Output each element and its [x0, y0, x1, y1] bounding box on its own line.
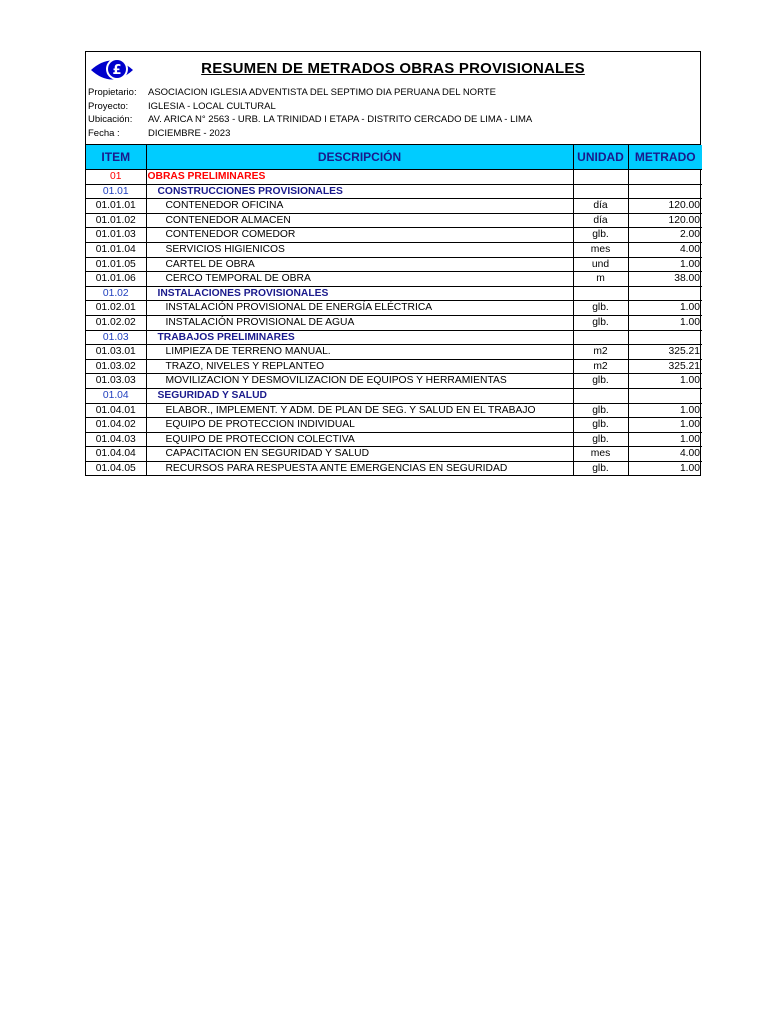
description-cell: INSTALACIÓN PROVISIONAL DE ENERGÍA ELÉCTRICA	[146, 301, 573, 316]
item-cell: 01.01	[86, 184, 146, 199]
item-cell: 01.03.03	[86, 374, 146, 389]
quantity-cell: 1.00	[628, 432, 702, 447]
quantity-cell	[628, 330, 702, 345]
quantity-cell: 4.00	[628, 242, 702, 257]
table-row	[86, 447, 702, 462]
location-label: Ubicación:	[88, 114, 133, 125]
unit-cell	[573, 170, 628, 185]
quantity-cell	[628, 184, 702, 199]
unit-cell: glb.	[573, 315, 628, 330]
location-value: AV. ARICA N° 2563 - URB. LA TRINIDAD I ETAPA - DISTRITO CERCADO DE LIMA - LIMA	[148, 114, 533, 125]
table-row	[86, 242, 702, 257]
unit-cell: glb.	[573, 403, 628, 418]
quantity-cell	[628, 170, 702, 185]
quantity-cell	[628, 286, 702, 301]
column-header-quantity: METRADO	[628, 145, 702, 170]
description-cell: INSTALACIONES PROVISIONALES	[146, 286, 573, 301]
table-row	[86, 359, 702, 374]
unit-cell	[573, 184, 628, 199]
quantity-cell: 1.00	[628, 403, 702, 418]
table-row	[86, 301, 702, 316]
quantity-cell: 1.00	[628, 315, 702, 330]
unit-cell	[573, 286, 628, 301]
owner-row	[88, 86, 496, 100]
project-row	[88, 100, 276, 114]
item-cell: 01.01.06	[86, 272, 146, 287]
table-row	[86, 272, 702, 287]
date-label: Fecha :	[88, 127, 120, 139]
unit-cell: día	[573, 199, 628, 214]
item-cell: 01.04.04	[86, 447, 146, 462]
item-cell: 01.02.02	[86, 315, 146, 330]
quantity-cell: 1.00	[628, 257, 702, 272]
column-header-description: DESCRIPCIÓN	[146, 145, 573, 170]
description-cell: EQUIPO DE PROTECCION INDIVIDUAL	[146, 418, 573, 433]
quantity-cell: 325.21	[628, 359, 702, 374]
unit-cell: mes	[573, 447, 628, 462]
table-row	[86, 199, 702, 214]
item-cell: 01.04.01	[86, 403, 146, 418]
unit-cell: m2	[573, 359, 628, 374]
quantity-cell: 1.00	[628, 374, 702, 389]
description-cell: RECURSOS PARA RESPUESTA ANTE EMERGENCIAS EN SEGURIDAD	[146, 461, 573, 475]
quantity-cell: 1.00	[628, 301, 702, 316]
quantity-cell: 325.21	[628, 345, 702, 360]
table-row	[86, 213, 702, 228]
item-cell: 01.03.02	[86, 359, 146, 374]
table-row	[86, 374, 702, 389]
project-label: Proyecto:	[88, 100, 129, 112]
quantity-cell: 38.00	[628, 272, 702, 287]
description-cell: INSTALACIÓN PROVISIONAL DE AGUA	[146, 315, 573, 330]
quantity-cell: 120.00	[628, 213, 702, 228]
column-header-item: ITEM	[86, 145, 146, 170]
table-row	[86, 257, 702, 272]
quantity-cell: 4.00	[628, 447, 702, 462]
item-cell: 01.03	[86, 330, 146, 345]
document-header	[86, 52, 700, 145]
svg-text:£: £	[112, 63, 122, 78]
location-row	[88, 113, 532, 127]
unit-cell: glb.	[573, 374, 628, 389]
description-cell: EQUIPO DE PROTECCION COLECTIVA	[146, 432, 573, 447]
item-cell: 01.04.03	[86, 432, 146, 447]
unit-cell: m2	[573, 345, 628, 360]
description-cell: OBRAS PRELIMINARES	[146, 170, 573, 185]
quantity-cell: 1.00	[628, 418, 702, 433]
quantity-cell	[628, 388, 702, 403]
item-cell: 01.01.05	[86, 257, 146, 272]
item-cell: 01.02.01	[86, 301, 146, 316]
unit-cell: glb.	[573, 301, 628, 316]
section-header-row	[86, 170, 702, 185]
unit-cell: glb.	[573, 418, 628, 433]
description-cell: SEGURIDAD Y SALUD	[146, 388, 573, 403]
owner-value: ASOCIACION IGLESIA ADVENTISTA DEL SEPTIMO DIA PERUANA DEL NORTE	[148, 87, 496, 98]
item-cell: 01.04.05	[86, 461, 146, 475]
description-cell: CARTEL DE OBRA	[146, 257, 573, 272]
quantity-cell: 120.00	[628, 199, 702, 214]
unit-cell: glb.	[573, 432, 628, 447]
quantity-cell: 1.00	[679, 462, 700, 474]
metrados-sheet	[85, 51, 701, 476]
description-cell: SERVICIOS HIGIENICOS	[146, 242, 573, 257]
unit-cell: mes	[573, 242, 628, 257]
owner-label: Propietario:	[88, 87, 137, 98]
table-row	[86, 461, 702, 475]
description-cell: CAPACITACION EN SEGURIDAD Y SALUD	[146, 447, 573, 462]
unit-cell: día	[573, 213, 628, 228]
description-cell: TRAZO, NIVELES Y REPLANTEO	[146, 359, 573, 374]
table-row	[86, 315, 702, 330]
item-cell: 01.01.04	[86, 242, 146, 257]
table-row	[86, 403, 702, 418]
item-cell: 01.01.02	[86, 213, 146, 228]
table-header-row	[86, 145, 702, 170]
section-header-row	[86, 286, 702, 301]
table-row	[86, 418, 702, 433]
project-value: IGLESIA - LOCAL CULTURAL	[148, 100, 276, 112]
description-cell: CERCO TEMPORAL DE OBRA	[146, 272, 573, 287]
table-row	[86, 432, 702, 447]
unit-cell: m	[573, 272, 628, 287]
item-cell: 01.04	[86, 388, 146, 403]
description-cell: CONSTRUCCIONES PROVISIONALES	[146, 184, 573, 199]
table-row	[86, 228, 702, 243]
section-header-row	[86, 330, 702, 345]
quantity-cell: 2.00	[628, 228, 702, 243]
unit-cell: glb.	[573, 228, 628, 243]
document-title: RESUMEN DE METRADOS OBRAS PROVISIONALES	[201, 60, 585, 77]
table-row	[86, 345, 702, 360]
item-cell: 01.02	[86, 286, 146, 301]
unit-cell	[573, 388, 628, 403]
description-cell: LIMPIEZA DE TERRENO MANUAL.	[146, 345, 573, 360]
description-cell: MOVILIZACION Y DESMOVILIZACION DE EQUIPOS Y HERRAMIENTAS	[146, 374, 573, 389]
unit-cell: und	[573, 257, 628, 272]
description-cell: TRABAJOS PRELIMINARES	[146, 330, 573, 345]
date-value: DICIEMBRE - 2023	[148, 127, 231, 139]
description-cell: CONTENEDOR OFICINA	[146, 199, 573, 214]
metrados-table	[86, 145, 702, 475]
column-header-unit: UNIDAD	[573, 145, 628, 170]
description-cell: ELABOR., IMPLEMENT. Y ADM. DE PLAN DE SEG. Y SALUD EN EL TRABAJO	[146, 403, 573, 418]
date-row	[88, 127, 230, 141]
item-cell: 01	[86, 170, 146, 185]
description-cell: CONTENEDOR ALMACEN	[146, 213, 573, 228]
description-cell: CONTENEDOR COMEDOR	[146, 228, 573, 243]
table-body	[86, 170, 702, 476]
section-header-row	[86, 184, 702, 199]
section-header-row	[86, 388, 702, 403]
unit-cell: glb.	[573, 461, 628, 475]
item-cell: 01.04.02	[86, 418, 146, 433]
unit-cell	[573, 330, 628, 345]
item-cell: 01.03.01	[86, 345, 146, 360]
item-cell: 01.01.01	[86, 199, 146, 214]
item-cell: 01.01.03	[86, 228, 146, 243]
